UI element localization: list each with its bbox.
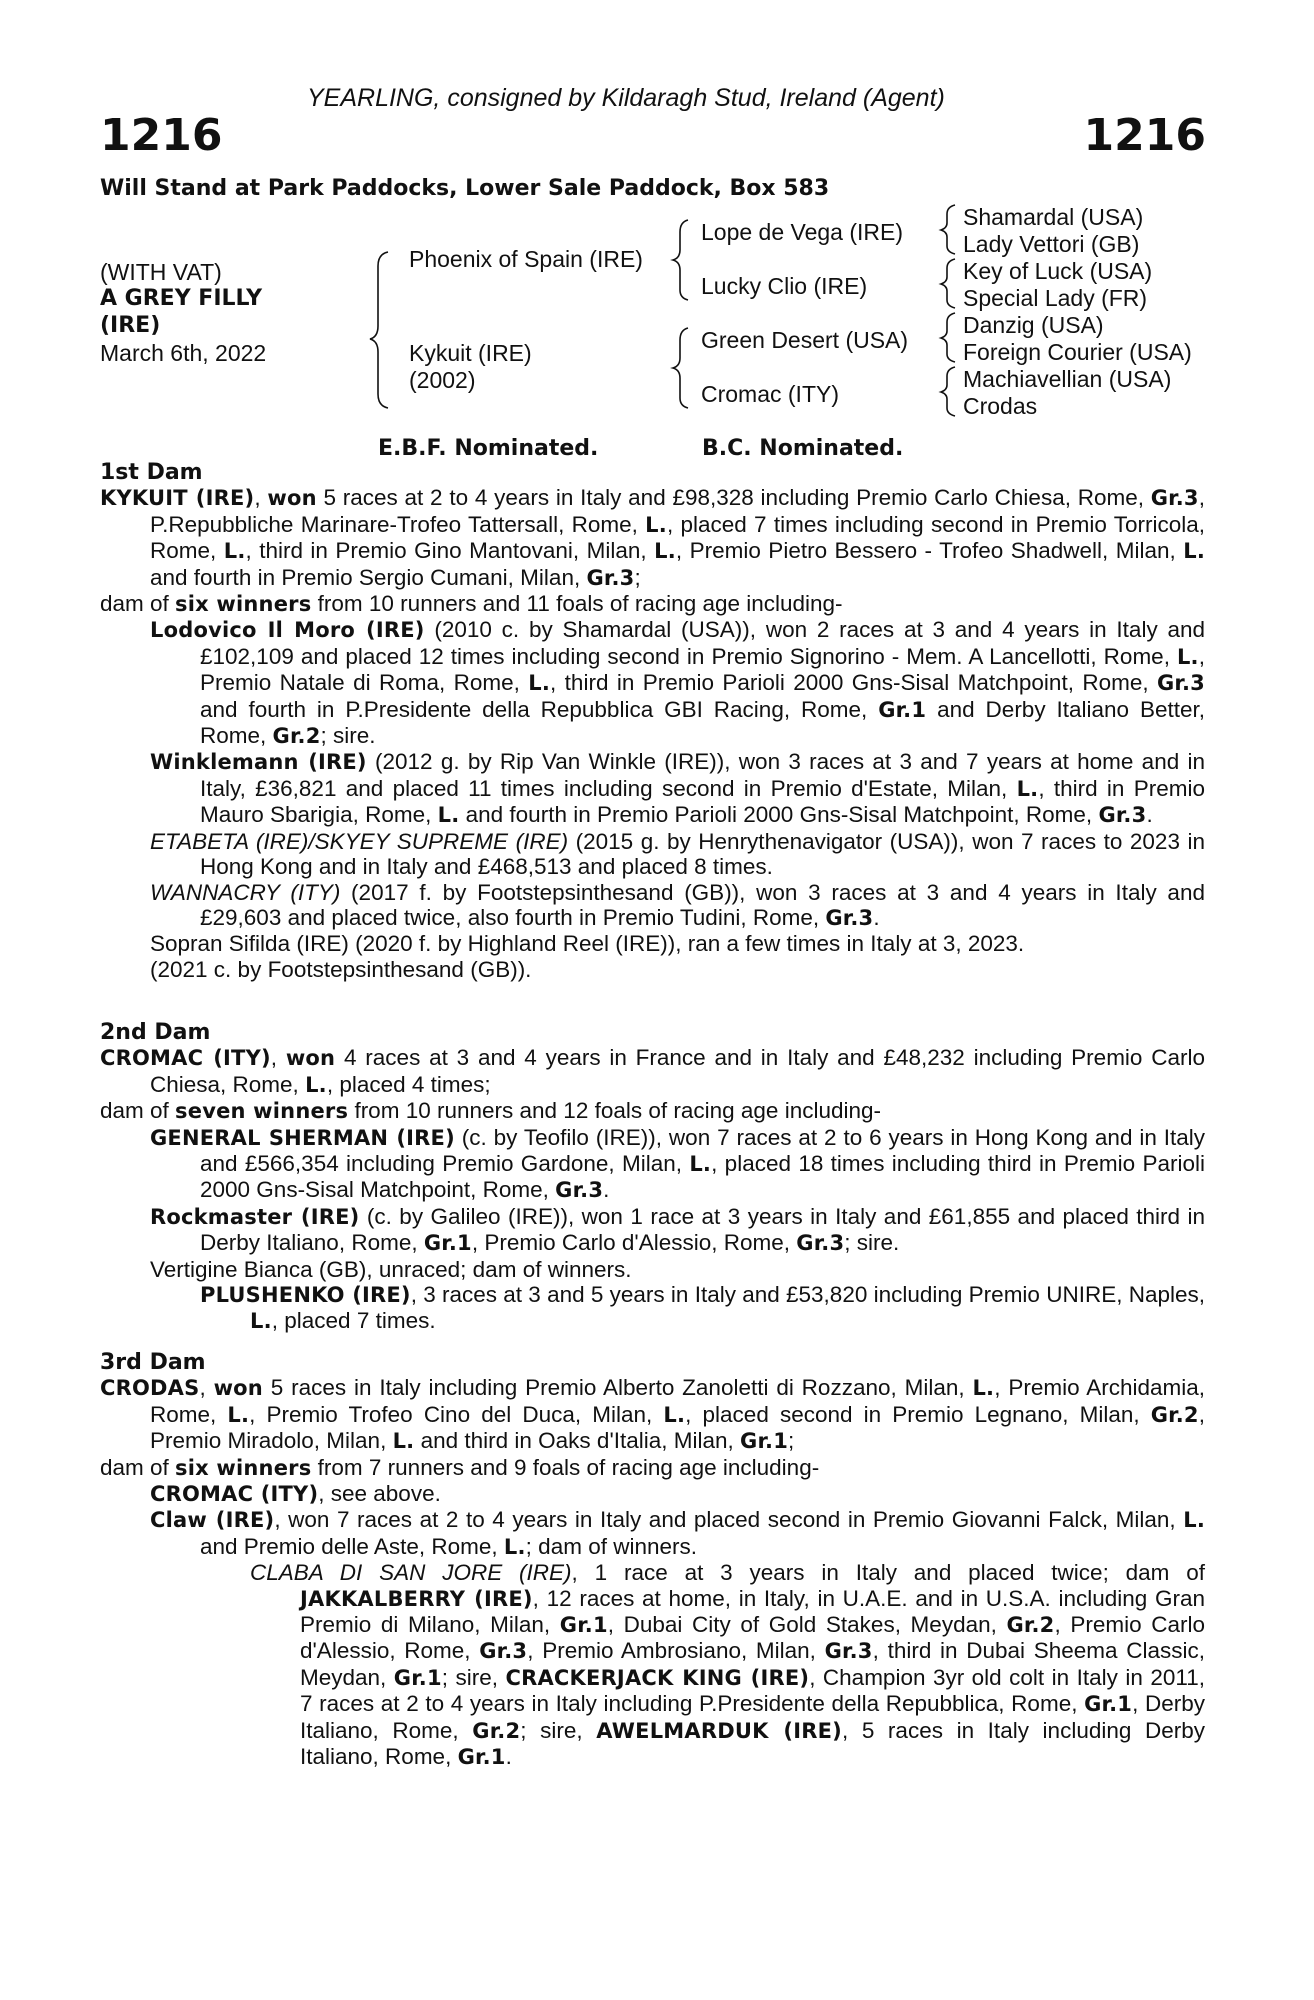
sire-sire-sire: Shamardal (USA)	[963, 204, 1144, 230]
consignor-line: YEARLING, consigned by Kildaragh Stud, Ireland (Agent)	[307, 84, 945, 112]
sire-dam-dam: Special Lady (FR)	[963, 285, 1148, 311]
pedigree-paragraph: PLUSHENKO (IRE), 3 races at 3 and 5 years in Italy and £53,820 including Premio UNIRE, Naples, L., placed 7 times.	[200, 1282, 1206, 1334]
pedigree-paragraph: KYKUIT (IRE), won 5 races at 2 to 4 years in Italy and £98,328 including Premio Carlo Chiesa, Rome, Gr.3, P.Repubbliche Marinare-Trofeo Tattersall, Rome, L., placed 7 times including second in Premio Torricola, Rome, L., third in Premio Gino Mantovani, Milan, L., Premio Pietro Bessero - Trofeo Shadwell, Milan, L. and fourth in Premio Sergio Cumani, Milan, Gr.3;	[100, 485, 1206, 590]
dam-sire-sire: Danzig (USA)	[963, 312, 1104, 338]
dam: Kykuit (IRE)	[409, 340, 532, 366]
pedigree-paragraph: GENERAL SHERMAN (IRE) (c. by Teofilo (IRE)), won 7 races at 2 to 6 years in Hong Kong and in Italy and £566,354 including Premio Gardone, Milan, L., placed 18 times including third in Premio Parioli 2000 Gns-Sisal Matchpoint, Rome, Gr.3.	[150, 1124, 1206, 1203]
dam-sire: Green Desert (USA)	[701, 327, 909, 353]
dam-section-2	[100, 1020, 1205, 1335]
pedigree-paragraph: dam of six winners from 7 runners and 9 foals of racing age including-	[100, 1454, 820, 1480]
lot-number-left: 1216	[100, 110, 223, 161]
bc-nomination: B.C. Nominated.	[702, 436, 904, 461]
horse-description: A GREY FILLY	[100, 286, 263, 311]
sire-dam: Lucky Clio (IRE)	[701, 273, 868, 299]
horse-country: (IRE)	[100, 313, 161, 338]
pedigree-paragraph: CROMAC (ITY), won 4 races at 3 and 4 years in France and in Italy and £48,232 including Premio Carlo Chiesa, Rome, L., placed 4 times;	[100, 1045, 1205, 1097]
sire-dam-sire: Key of Luck (USA)	[963, 258, 1153, 284]
pedigree-paragraph: Vertigine Bianca (GB), unraced; dam of winners.	[150, 1256, 632, 1282]
dam-section-1	[100, 460, 1205, 982]
lot-number-right: 1216	[1083, 110, 1206, 161]
pedigree-paragraph: dam of six winners from 10 runners and 11 foals of racing age including-	[100, 591, 843, 617]
section-body	[100, 1375, 1205, 1770]
dam-section-3	[100, 1350, 1205, 1771]
dam-sire-dam: Foreign Courier (USA)	[963, 339, 1192, 365]
section-heading: 1st Dam	[100, 460, 203, 485]
stand-location: Will Stand at Park Paddocks, Lower Sale Paddock, Box 583	[100, 176, 830, 201]
dam-dam-sire: Machiavellian (USA)	[963, 366, 1172, 392]
pedigree-paragraph: CRODAS, won 5 races in Italy including Premio Alberto Zanoletti di Rozzano, Milan, L., Premio Archidamia, Rome, L., Premio Trofeo Cino del Duca, Milan, L., placed second in Premio Legnano, Milan, Gr.2, Premio Miradolo, Milan, L. and third in Oaks d'Italia, Milan, Gr.1;	[100, 1375, 1205, 1454]
foaling-date: March 6th, 2022	[100, 340, 267, 366]
section-body	[100, 1045, 1205, 1334]
pedigree-paragraph: dam of seven winners from 10 runners and 12 foals of racing age including-	[100, 1098, 882, 1124]
pedigree-paragraph: Sopran Sifilda (IRE) (2020 f. by Highland Reel (IRE)), ran a few times in Italy at 3, 2023.	[150, 931, 1025, 957]
pedigree-paragraph: ETABETA (IRE)/SKYEY SUPREME (IRE) (2015 g. by Henrythenavigator (USA)), won 7 races to 2023 in Hong Kong and in Italy and £468,513 and placed 8 times.	[150, 828, 1206, 880]
pedigree-paragraph: Claw (IRE), won 7 races at 2 to 4 years in Italy and placed second in Premio Giovanni Falck, Milan, L. and Premio delle Aste, Rome, L.; dam of winners.	[150, 1507, 1205, 1559]
section-heading: 2nd Dam	[100, 1020, 211, 1045]
pedigree-paragraph: Lodovico Il Moro (IRE) (2010 c. by Shamardal (USA)), won 2 races at 3 and 4 years in Italy and £102,109 and placed 12 times including second in Premio Signorino - Mem. A Lancellotti, Rome, L., Premio Natale di Roma, Rome, L., third in Premio Parioli 2000 Gns-Sisal Matchpoint, Rome, Gr.3 and fourth in P.Presidente della Repubblica GBI Racing, Rome, Gr.1 and Derby Italiano Better, Rome, Gr.2; sire.	[150, 617, 1206, 749]
sire: Phoenix of Spain (IRE)	[409, 246, 643, 272]
dam-dam: Cromac (ITY)	[701, 381, 839, 407]
dam-year: (2002)	[409, 367, 476, 393]
pedigree-paragraph: (2021 c. by Footstepsinthesand (GB)).	[150, 956, 532, 982]
pedigree-paragraph: CLABA DI SAN JORE (IRE), 1 race at 3 years in Italy and placed twice; dam of JAKKALBERRY (IRE), 12 races at home, in Italy, in U.A.E. and in U.S.A. including Gran Premio di Milano, Milan, Gr.1, Dubai City of Gold Stakes, Meydan, Gr.2, Premio Carlo d'Alessio, Rome, Gr.3, Premio Ambrosiano, Milan, Gr.3, third in Dubai Sheema Classic, Meydan, Gr.1; sire, CRACKERJACK KING (IRE), Champion 3yr old colt in Italy in 2011, 7 races at 2 to 4 years in Italy including P.Presidente della Repubblica, Rome, Gr.1, Derby Italiano, Rome, Gr.2; sire, AWELMARDUK (IRE), 5 races in Italy including Derby Italiano, Rome, Gr.1.	[250, 1560, 1206, 1770]
pedigree-paragraph: CROMAC (ITY), see above.	[150, 1481, 441, 1507]
section-heading: 3rd Dam	[100, 1350, 206, 1375]
pedigree-paragraph: WANNACRY (ITY) (2017 f. by Footstepsinthesand (GB)), won 3 races at 3 and 4 years in Italy and £29,603 and placed twice, also fourth in Premio Tudini, Rome, Gr.3.	[150, 879, 1205, 930]
section-body	[100, 485, 1205, 982]
vat-note: (WITH VAT)	[100, 259, 222, 285]
sire-sire-dam: Lady Vettori (GB)	[963, 231, 1140, 257]
sire-sire: Lope de Vega (IRE)	[701, 219, 904, 245]
dam-dam-dam: Crodas	[963, 393, 1038, 419]
pedigree-paragraph: Rockmaster (IRE) (c. by Galileo (IRE)), won 1 race at 3 years in Italy and £61,855 and placed third in Derby Italiano, Rome, Gr.1, Premio Carlo d'Alessio, Rome, Gr.3; sire.	[150, 1203, 1205, 1256]
ebf-nomination: E.B.F. Nominated.	[378, 436, 599, 461]
pedigree-paragraph: Winklemann (IRE) (2012 g. by Rip Van Winkle (IRE)), won 3 races at 3 and 7 years at home and in Italy, £36,821 and placed 11 times including second in Premio d'Estate, Milan, L., third in Premio Mauro Sbarigia, Rome, L. and fourth in Premio Parioli 2000 Gns-Sisal Matchpoint, Rome, Gr.3.	[150, 749, 1205, 828]
